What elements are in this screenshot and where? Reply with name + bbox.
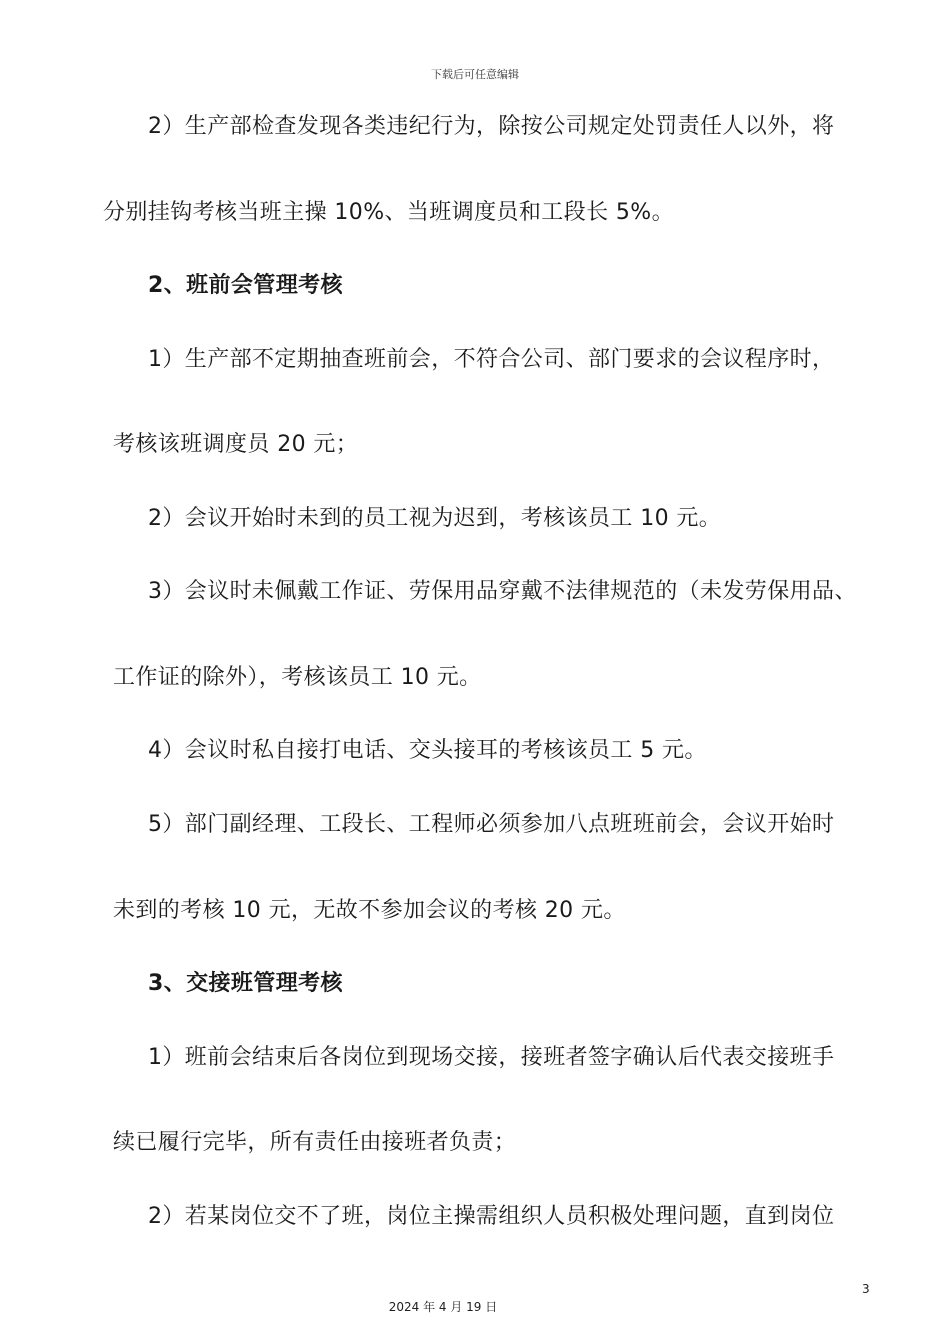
- footer-date: 2024 年 4 月 19 日: [388, 1300, 498, 1314]
- page-header: 下载后可任意编辑: [431, 68, 519, 81]
- section-heading: 2、班前会管理考核: [148, 273, 343, 298]
- paragraph-line: 2）会议开始时未到的员工视为迟到，考核该员工 10 元。: [148, 506, 722, 531]
- paragraph-line: 4）会议时私自接打电话、交头接耳的考核该员工 5 元。: [148, 738, 707, 763]
- section-heading: 3、交接班管理考核: [148, 971, 343, 996]
- paragraph-line: 续已履行完毕，所有责任由接班者负责；: [113, 1130, 517, 1155]
- paragraph-line: 1）生产部不定期抽查班前会，不符合公司、部门要求的会议程序时，: [148, 347, 835, 372]
- paragraph-line: 2）生产部检查发现各类违纪行为，除按公司规定处罚责任人以外，将: [148, 114, 835, 139]
- paragraph-line: 5）部门副经理、工段长、工程师必须参加八点班班前会，会议开始时: [148, 812, 835, 837]
- paragraph-line: 考核该班调度员 20 元；: [113, 432, 359, 457]
- paragraph-line: 2）若某岗位交不了班，岗位主操需组织人员积极处理问题，直到岗位: [148, 1204, 835, 1229]
- paragraph-line: 工作证的除外），考核该员工 10 元。: [113, 665, 482, 690]
- paragraph-line: 3）会议时未佩戴工作证、劳保用品穿戴不法律规范的（未发劳保用品、: [148, 579, 857, 604]
- paragraph-line: 1）班前会结束后各岗位到现场交接，接班者签字确认后代表交接班手: [148, 1045, 835, 1070]
- paragraph-line: 分别挂钩考核当班主操 10%、当班调度员和工段长 5%。: [103, 200, 674, 225]
- paragraph-line: 未到的考核 10 元，无故不参加会议的考核 20 元。: [113, 898, 626, 923]
- page-number: 3: [862, 1282, 870, 1296]
